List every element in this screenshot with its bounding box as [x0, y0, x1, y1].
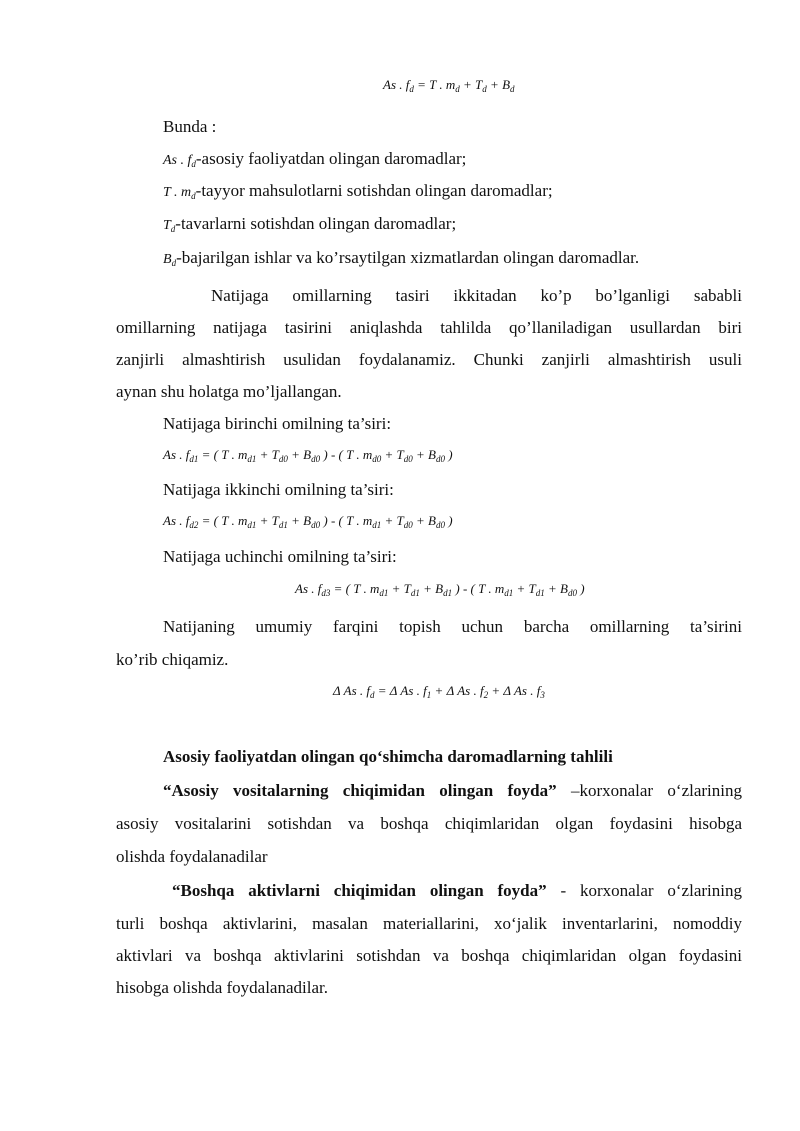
factor3-formula: As . $f_{d3}$ = ( T . $m_{d1} + T_{d1} + B_{d1}$ ) - ( T . $m_{d1} + T_{d1} + B_{d0}$ ) [295, 581, 585, 598]
term1-title: “Asosiy vositalarning chiqimidan olingan foyda” [163, 781, 557, 800]
symbol-asf: As . $f_d$ [163, 153, 196, 169]
factor1-formula: As . $f_{d1}$ = ( T . $m_{d1} + T_{d0} + B_{d0}$ ) - ( T . $m_{d0} + T_{d0} + B_{d0}$ ) [163, 447, 453, 464]
definition-td [163, 214, 456, 234]
symbol-bd: $B_d$ [163, 252, 177, 268]
definition-text: -bajarilgan ishlar va ko’rsaytilgan xizmatlardan olingan daromadlar. [176, 248, 640, 267]
definition-bd [163, 248, 639, 268]
paragraph-line: turli boshqa aktivlarini, masalan materiallarini, xo‘jalik inventarlarini, nomoddiy [116, 914, 742, 933]
term2-rest: - korxonalar o‘zlarining [546, 881, 742, 900]
paragraph-line: ko’rib chiqamiz. [116, 650, 229, 669]
paragraph-line: asosiy vositalarini sotishdan va boshqa chiqimlaridan olgan foydasini hisobga [116, 814, 742, 833]
definition-text: -tavarlarni sotishdan olingan daromadlar; [175, 214, 457, 233]
definition-asf [163, 149, 466, 169]
paragraph-line: aktivlari va boshqa aktivlarini sotishdan va boshqa chiqimlaridan olgan foydasini [116, 946, 742, 965]
term2-title: “Boshqa aktivlarni chiqimidan olingan foyda” [172, 881, 547, 900]
paragraph-line: Natijaga omillarning tasiri ikkitadan ko’p bo’lganligi sababli [211, 286, 742, 305]
factor1-label: Natijaga birinchi omilning ta’siri: [163, 414, 392, 433]
total-formula: Δ As . $f_d = \Delta$ As . $f_1 + \Delta$ As . $f_2 + \Delta$ As . $f_3$ [333, 683, 545, 700]
definition-text: -tayyor mahsulotlarni sotishdan olingan daromadlar; [195, 181, 553, 200]
definition-text: -asosiy faoliyatdan olingan daromadlar; [195, 149, 467, 168]
definition-tm [163, 181, 553, 201]
paragraph-line: hisobga olishda foydalanadilar. [116, 978, 328, 997]
paragraph-line: aynan shu holatga mo’ljallangan. [116, 382, 342, 401]
term1-rest: –korxonalar o‘zlarining [556, 781, 742, 800]
factor2-label: Natijaga ikkinchi omilning ta’siri: [163, 480, 394, 499]
factor3-label: Natijaga uchinchi omilning ta’siri: [163, 547, 397, 566]
bunda-label: Bunda : [163, 117, 217, 136]
symbol-tm: T . $m_d$ [163, 185, 196, 201]
main-formula: As . $f_d = T$ . $m_d + T_d + B_d$ [383, 77, 515, 94]
term1-line [163, 781, 742, 801]
paragraph-line: zanjirli almashtirish usulidan foydalanamiz. Chunki zanjirli almashtirish usuli [116, 350, 742, 369]
symbol-td: $T_d$ [163, 218, 176, 234]
paragraph-line: omillarning natijaga tasirini aniqlashda tahlilda qo’llaniladigan usullardan biri [116, 318, 742, 337]
term2-line [172, 881, 742, 901]
factor2-formula: As . $f_{d2}$ = ( T . $m_{d1} + T_{d1} + B_{d0}$ ) - ( T . $m_{d1} + T_{d0} + B_{d0}$ ) [163, 513, 453, 530]
paragraph-line: Natijaning umumiy farqini topish uchun barcha omillarning ta’sirini [163, 617, 742, 636]
section-heading: Asosiy faoliyatdan olingan qo‘shimcha daromadlarning tahlili [163, 747, 613, 766]
paragraph-line: olishda foydalanadilar [116, 847, 268, 866]
